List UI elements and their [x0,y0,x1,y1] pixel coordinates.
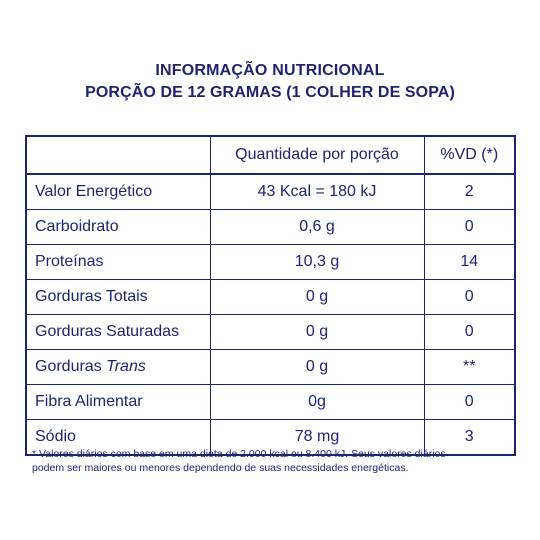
row-vd: 0 [424,385,515,420]
row-label-text: Valor Energético [35,183,153,200]
nutrition-table [25,135,516,456]
row-quantity: 0g [210,385,424,420]
row-label [26,174,210,210]
header-quantity: Quantidade por porção [210,136,424,174]
row-label [26,315,210,350]
row-label [26,245,210,280]
table-row [26,174,515,210]
row-vd: 0 [424,280,515,315]
row-label [26,280,210,315]
table-row [26,280,515,315]
nutrition-title [0,60,540,104]
row-quantity: 0,6 g [210,210,424,245]
row-label-text: Gorduras [35,358,107,375]
row-quantity: 0 g [210,350,424,385]
table-row [26,385,515,420]
table-row [26,245,515,280]
row-quantity: 43 Kcal = 180 kJ [210,174,424,210]
row-label-text: Gorduras Saturadas [35,323,180,340]
row-label-text: Proteínas [35,253,104,270]
row-label [26,210,210,245]
row-vd: 0 [424,315,515,350]
row-label-text: Fibra Alimentar [35,393,143,410]
table-row [26,350,515,385]
row-vd: 14 [424,245,515,280]
footnote [32,447,512,475]
row-label-text: Sódio [35,428,76,445]
row-vd: 2 [424,174,515,210]
header-label-cell [26,136,210,174]
row-label [26,385,210,420]
title-line-1: INFORMAÇÃO NUTRICIONAL [155,62,385,79]
table-header-row [26,136,515,174]
row-quantity: 0 g [210,315,424,350]
row-quantity: 10,3 g [210,245,424,280]
row-vd: ** [424,350,515,385]
row-vd: 0 [424,210,515,245]
table-row [26,315,515,350]
header-vd: %VD (*) [424,136,515,174]
title-line-2: PORÇÃO DE 12 GRAMAS (1 COLHER DE SOPA) [85,84,455,101]
table-row [26,210,515,245]
row-vd: 3 [424,420,515,456]
footnote-line-2: podem ser maiores ou menores dependendo de suas necessidades energéticas. [32,462,409,474]
row-label-text: Carboidrato [35,218,119,235]
row-quantity: 0 g [210,280,424,315]
row-label-italic: Trans [106,358,146,375]
row-quantity: 78 mg [210,420,424,456]
row-label-text: Gorduras Totais [35,288,148,305]
footnote-line-1: * Valores diários com base em uma dieta de 2.000 kcal ou 8.400 kJ. Seus valores diários [32,448,446,460]
row-label [26,350,210,385]
